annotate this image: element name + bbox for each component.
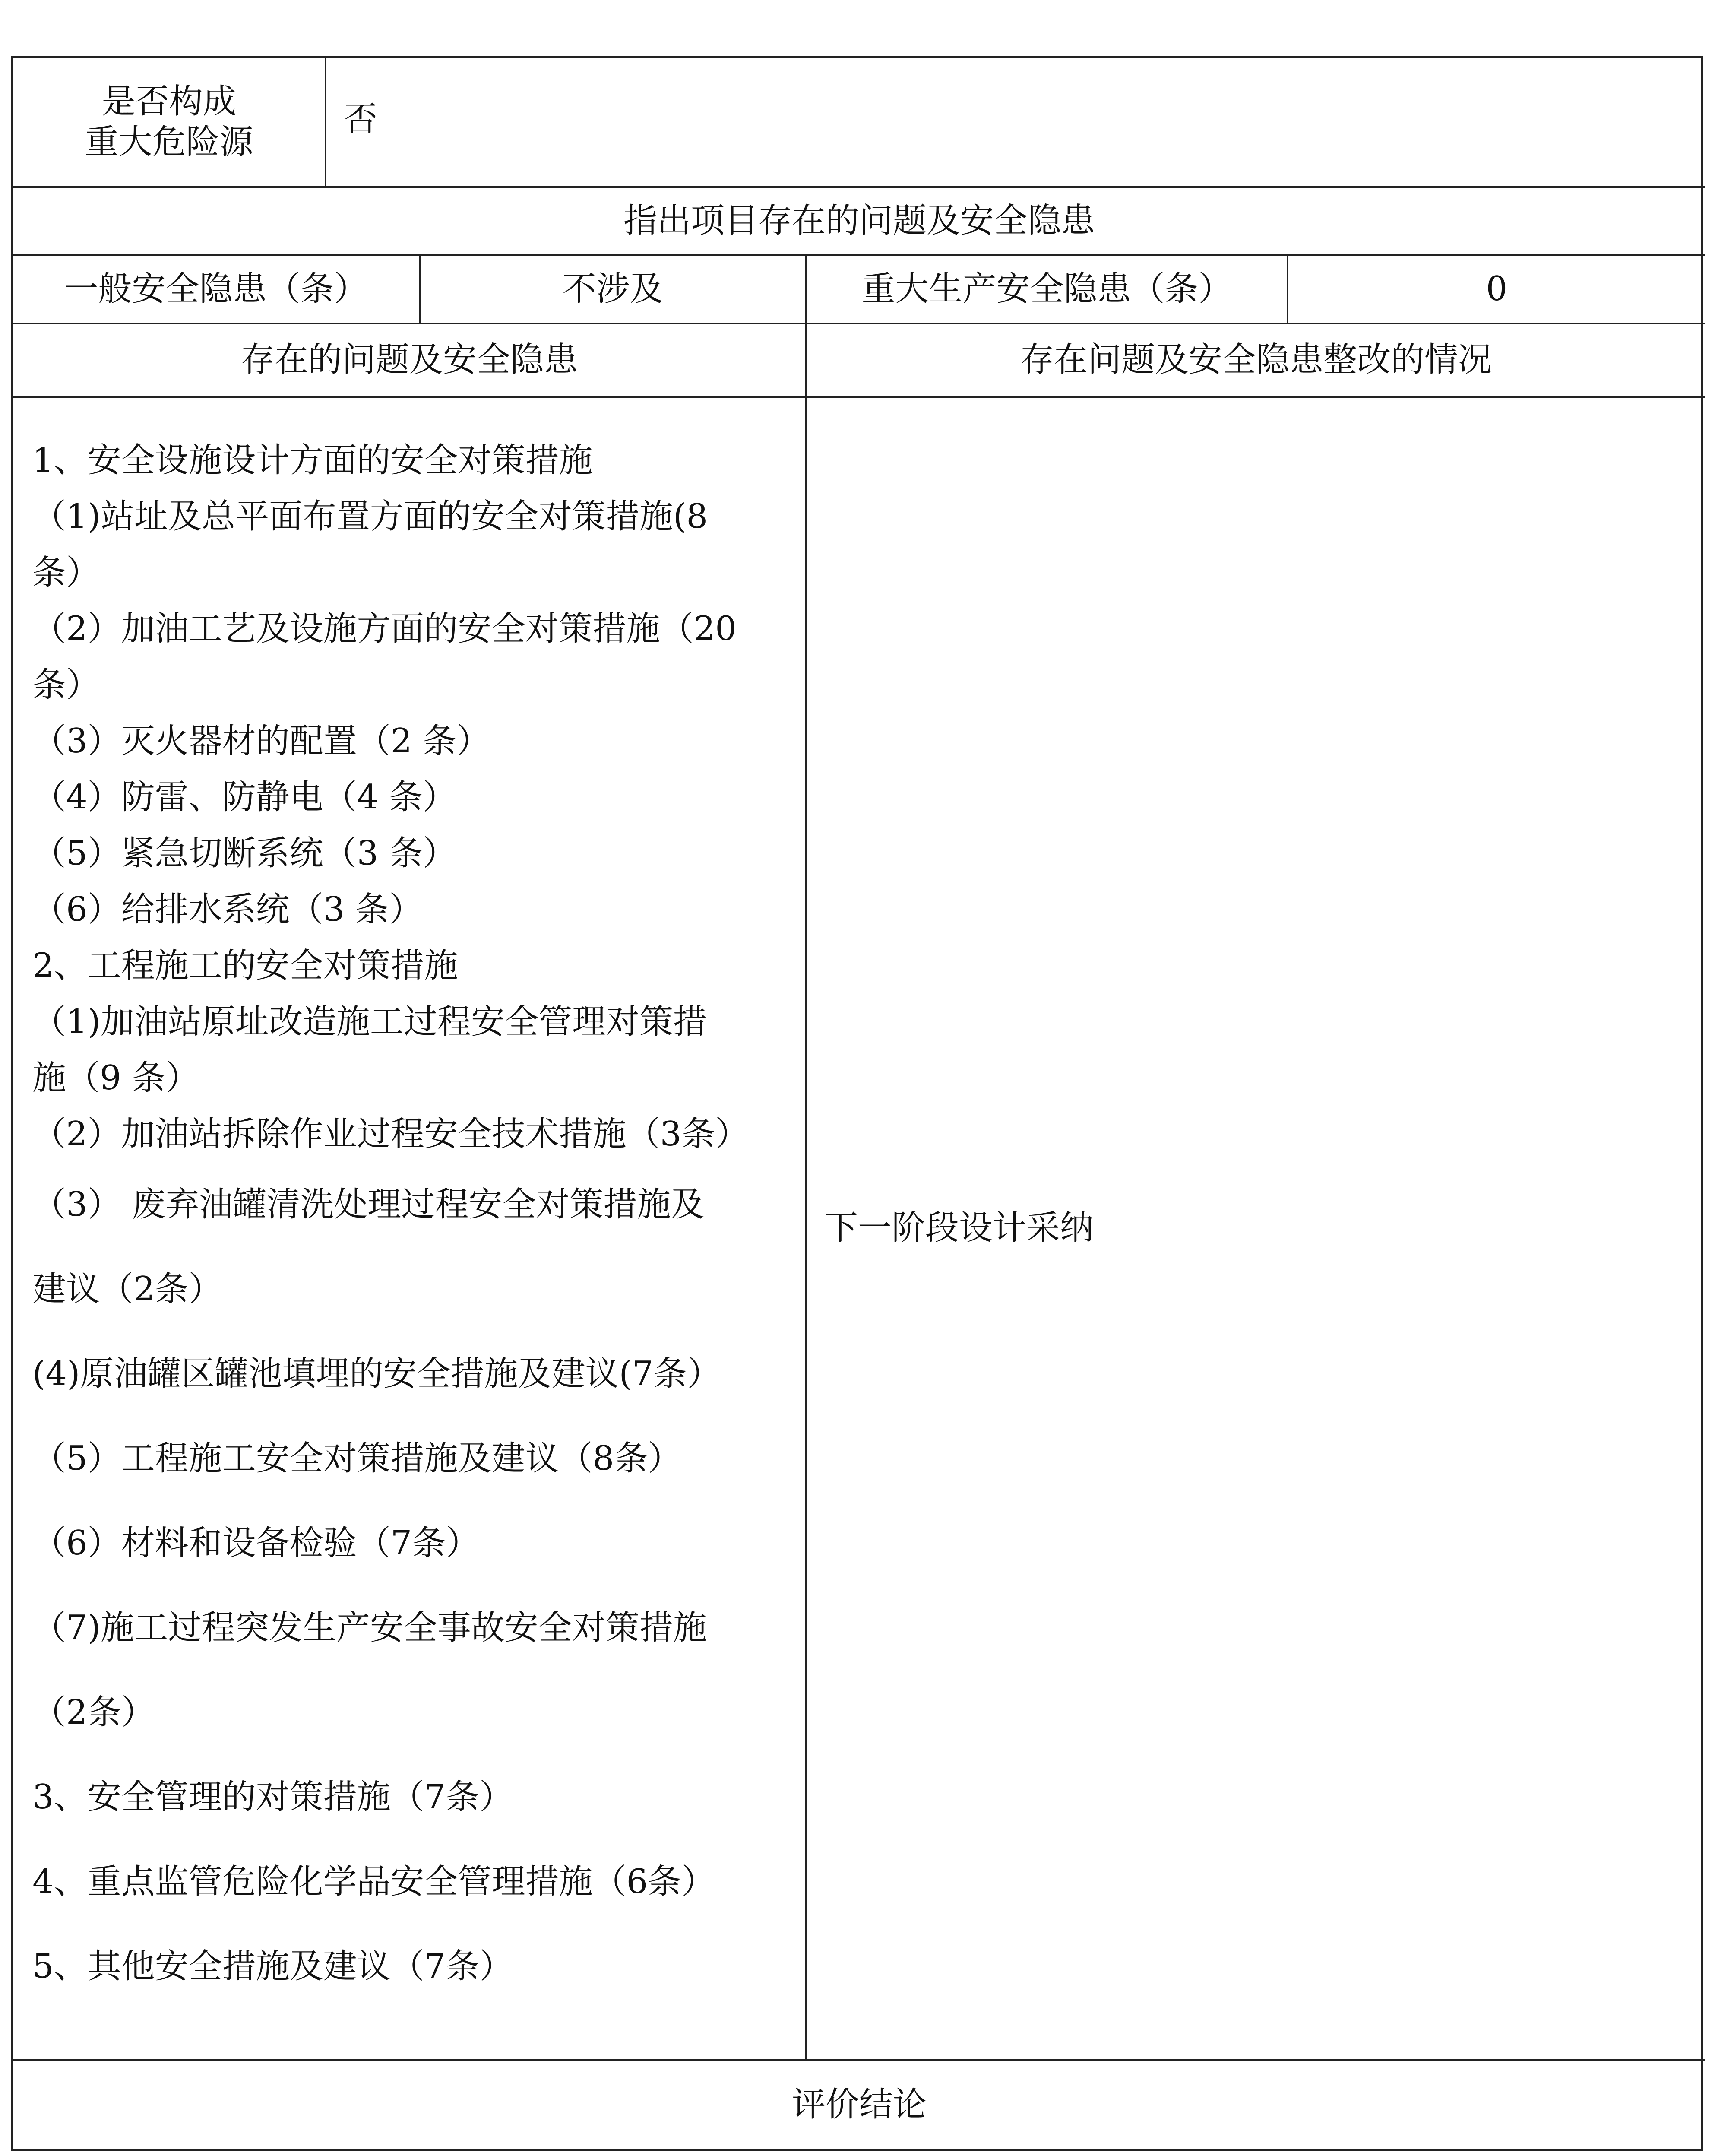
issue-line: 2、工程施工的安全对策措施 xyxy=(32,946,458,985)
issue-line: （7)施工过程突发生产安全事故安全对策措施 xyxy=(32,1608,707,1647)
rectification-cell xyxy=(807,398,1705,2061)
issue-line: 4、重点监管危险化学品安全管理措施（6条） xyxy=(32,1862,715,1901)
major-hazard-count-label-cell xyxy=(807,256,1288,324)
issue-line: （2）加油工艺及设施方面的安全对策措施（20 xyxy=(32,609,737,648)
major-hazard-count-value-cell xyxy=(1288,256,1705,324)
section-title: 指出项目存在的问题及安全隐患 xyxy=(623,201,1095,241)
rectification-text: 下一阶段设计采纳 xyxy=(824,1208,1094,1248)
assessment-table xyxy=(11,56,1703,2151)
issues-list xyxy=(13,398,807,2061)
issue-line: （2）加油站拆除作业过程安全技术措施（3条） xyxy=(32,1115,749,1154)
issue-line: 条） xyxy=(32,666,100,704)
rectification-header: 存在问题及安全隐患整改的情况 xyxy=(1020,340,1492,380)
issue-line: (4)原油罐区罐池填埋的安全措施及建议(7条） xyxy=(32,1354,721,1393)
issue-line: （6）材料和设备检验（7条） xyxy=(32,1524,480,1563)
conclusion-label: 评价结论 xyxy=(791,2085,927,2124)
issue-line: 施（9 条） xyxy=(32,1059,199,1097)
issue-line: （5）紧急切断系统（3 条） xyxy=(32,834,457,873)
section-title-cell xyxy=(13,188,1705,256)
major-hazard-value-cell xyxy=(326,58,1705,188)
issues-header: 存在的问题及安全隐患 xyxy=(240,340,578,380)
issue-line: （6）给排水系统（3 条） xyxy=(32,890,423,929)
issue-line: 1、安全设施设计方面的安全对策措施 xyxy=(32,441,593,480)
issue-line: （4）防雷、防静电（4 条） xyxy=(32,778,457,817)
general-hazard-value-cell xyxy=(421,256,807,324)
conclusion-cell xyxy=(13,2061,1705,2150)
major-hazard-value: 否 xyxy=(344,100,378,139)
major-hazard-count-label: 重大生产安全隐患（条） xyxy=(861,270,1232,309)
general-hazard-label: 一般安全隐患（条） xyxy=(64,270,368,309)
issue-line: （3） 废弃油罐清洗处理过程安全对策措施及 xyxy=(32,1185,705,1224)
issue-line: （5）工程施工安全对策措施及建议（8条） xyxy=(32,1439,682,1478)
issue-line: （2条） xyxy=(32,1693,155,1732)
issue-line: （3）灭火器材的配置（2 条） xyxy=(32,722,490,761)
major-hazard-label-line2: 重大危险源 xyxy=(85,123,253,162)
major-hazard-label-cell xyxy=(13,58,326,188)
rectification-header-cell xyxy=(807,324,1705,398)
major-hazard-count-value: 0 xyxy=(1486,270,1508,309)
general-hazard-label-cell xyxy=(13,256,421,324)
issue-line: （1)站址及总平面布置方面的安全对策措施(8 xyxy=(32,497,708,536)
general-hazard-value: 不涉及 xyxy=(562,270,664,309)
issue-line: 5、其他安全措施及建议（7条） xyxy=(32,1947,513,1986)
issue-line: 建议（2条） xyxy=(32,1270,222,1309)
issue-line: 3、安全管理的对策措施（7条） xyxy=(32,1778,513,1817)
issues-header-cell xyxy=(13,324,807,398)
issue-line: 条） xyxy=(32,553,100,592)
major-hazard-label-line1: 是否构成 xyxy=(101,82,237,121)
issue-line: （1)加油站原址改造施工过程安全管理对策措 xyxy=(32,1002,707,1041)
